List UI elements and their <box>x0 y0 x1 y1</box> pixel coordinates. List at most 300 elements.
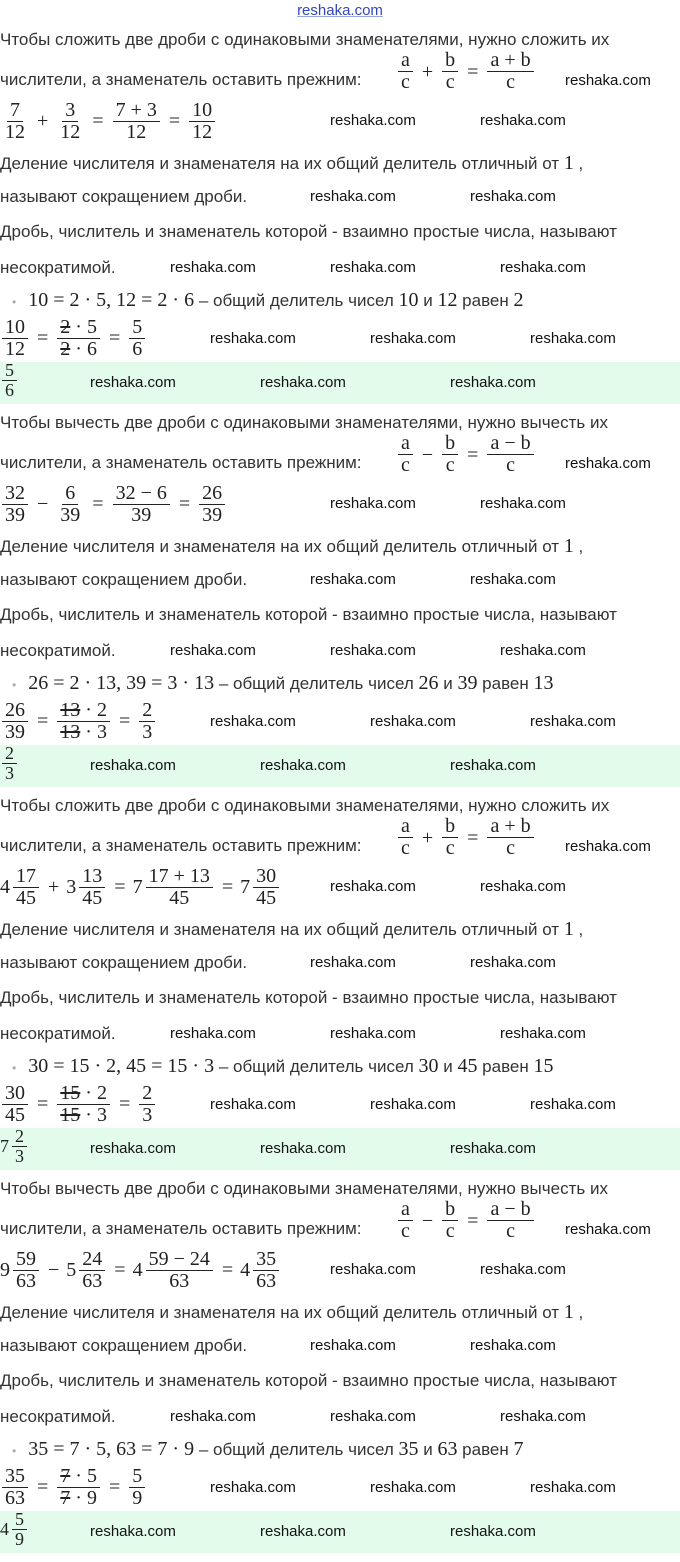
operator: + <box>421 826 434 849</box>
fraction <box>487 1199 533 1242</box>
common-divisor-bullet <box>0 1056 553 1078</box>
fraction <box>13 866 39 909</box>
watermark-text: reshaka.com <box>330 878 416 895</box>
watermark-text: reshaka.com <box>310 188 396 205</box>
watermark-text: reshaka.com <box>500 642 586 659</box>
reduction-definition-line2: называют сокращением дроби. <box>0 953 248 972</box>
denominator: c <box>401 1220 410 1242</box>
watermark-text: reshaka.com <box>330 1261 416 1278</box>
bullet-content <box>28 674 553 693</box>
denominator: 12 <box>60 121 81 143</box>
definition-text: Деление числителя и знаменателя на их общий делитель отличный от <box>0 1303 564 1322</box>
irreducible-definition-line1: Дробь, числитель и знаменатель которой - взаимно простые числа, называют <box>0 222 617 241</box>
math-expression: 10 <box>398 289 419 311</box>
numerator: 2 <box>139 1083 155 1105</box>
math-expression: 12 <box>437 289 458 311</box>
fraction <box>398 816 413 859</box>
operator: = <box>467 60 479 83</box>
bullet-icon: • <box>12 1061 17 1075</box>
watermark-text: reshaka.com <box>370 713 456 730</box>
fraction <box>442 816 458 859</box>
operator: − <box>421 443 434 466</box>
watermark-text: reshaka.com <box>470 1337 556 1354</box>
watermark-text: reshaka.com <box>480 1261 566 1278</box>
denominator: c <box>506 837 515 859</box>
numerator: 7 + 3 <box>113 100 160 122</box>
watermark-text: reshaka.com <box>90 374 176 391</box>
watermark-text: reshaka.com <box>370 1479 456 1496</box>
fraction <box>487 50 533 93</box>
denominator: 45 <box>82 887 103 909</box>
reduction-definition-line1 <box>0 153 583 174</box>
fraction <box>189 100 215 143</box>
rule-text-line1: Чтобы вычесть две дроби с одинаковыми знаменателями, нужно вычесть их <box>0 1179 608 1198</box>
fraction <box>79 1249 105 1292</box>
fraction <box>57 100 83 143</box>
rule-text-line2 <box>0 815 531 859</box>
site-title-link[interactable]: reshaka.com <box>297 2 383 19</box>
fraction <box>398 433 413 476</box>
numerator: 26 <box>2 700 28 722</box>
solution-step <box>0 413 680 796</box>
numerator: 5 <box>2 361 17 381</box>
denominator: 12 <box>126 121 147 143</box>
solution-step <box>0 796 680 1179</box>
cancelled-factor: 15 <box>60 1082 81 1104</box>
numerator: 24 <box>79 1249 105 1271</box>
watermark-text: reshaka.com <box>470 954 556 971</box>
fraction <box>139 700 155 743</box>
numerator: 30 <box>2 1083 28 1105</box>
watermark-text: reshaka.com <box>370 1096 456 1113</box>
math-expression: 10 = 2 · 5, 12 = 2 · 6 <box>28 289 195 311</box>
denominator: 45 <box>16 887 36 909</box>
general-formula <box>396 816 536 859</box>
fraction <box>113 100 160 143</box>
watermark-text: reshaka.com <box>330 1025 416 1042</box>
math-expression: 15 <box>533 1055 554 1077</box>
denominator: 45 <box>5 1104 25 1126</box>
watermark-text: reshaka.com <box>565 838 651 855</box>
irreducible-definition-line1: Дробь, числитель и знаменатель которой - взаимно простые числа, называют <box>0 1371 617 1390</box>
numerator: 5 <box>12 1510 27 1530</box>
fraction <box>487 816 533 859</box>
watermark-text: reshaka.com <box>480 878 566 895</box>
bullet-text: равен <box>477 1057 534 1076</box>
cancelled-factor: 7 <box>60 1465 71 1487</box>
rule-text-line2 <box>0 432 531 476</box>
fraction <box>487 433 533 476</box>
denominator: 39 <box>202 504 223 526</box>
fraction <box>129 1466 145 1509</box>
watermark-text: reshaka.com <box>260 1523 346 1540</box>
definition-text: Деление числителя и знаменателя на их общий делитель отличный от <box>0 537 564 556</box>
watermark-text: reshaka.com <box>330 259 416 276</box>
watermark-text: reshaka.com <box>565 455 651 472</box>
denominator: 3 <box>5 763 14 783</box>
math-expression: 39 <box>457 672 478 694</box>
fraction <box>113 483 170 526</box>
irreducible-definition-line2: несократимой. <box>0 641 116 660</box>
operator: = <box>114 876 126 898</box>
bullet-text: – общий делитель чисел <box>214 1057 419 1076</box>
whole-part: 3 <box>66 876 77 898</box>
denominator: c <box>445 837 455 859</box>
reduction-formula <box>0 700 157 743</box>
denominator: 3 <box>15 1146 24 1166</box>
numerator: 30 <box>253 866 279 888</box>
operator: = <box>92 110 104 132</box>
irreducible-definition-line2: несократимой. <box>0 258 116 277</box>
numerator: a <box>398 816 413 838</box>
watermark-text: reshaka.com <box>90 1140 176 1157</box>
irreducible-definition-line1: Дробь, числитель и знаменатель которой - взаимно простые числа, называют <box>0 605 617 624</box>
math-expression: 35 <box>398 1438 419 1460</box>
watermark-text: reshaka.com <box>170 642 256 659</box>
numerator: a <box>398 433 413 455</box>
fraction <box>398 1199 413 1242</box>
math-expression: 26 <box>418 672 439 694</box>
watermark-text: reshaka.com <box>210 1479 296 1496</box>
bullet-icon: • <box>12 1444 17 1458</box>
numerator: a + b <box>487 816 533 838</box>
denominator: c <box>445 1220 455 1242</box>
numerator: 7 <box>7 100 23 122</box>
denominator: c <box>401 837 410 859</box>
denominator: 63 <box>16 1270 36 1292</box>
operator: + <box>37 110 49 132</box>
math-expression: 45 <box>457 1055 478 1077</box>
fraction <box>2 100 28 143</box>
fraction <box>2 744 17 783</box>
denominator: c <box>401 71 410 93</box>
math-expression: 63 <box>437 1438 458 1460</box>
answer-value <box>0 361 19 400</box>
numerator: 26 <box>199 483 225 505</box>
common-divisor-bullet <box>0 1439 523 1461</box>
cancelled-factor: 2 <box>60 316 71 338</box>
numerator: 35 <box>253 1249 279 1271</box>
denominator: c <box>445 454 455 476</box>
reduction-definition-line2: называют сокращением дроби. <box>0 1336 248 1355</box>
denominator: 63 <box>82 1270 103 1292</box>
rule-text: числители, а знаменатель оставить прежним: <box>0 836 362 855</box>
numerator: a + b <box>487 50 533 72</box>
operator: = <box>37 710 49 732</box>
denominator: 3 <box>142 1104 153 1126</box>
definition-text: Деление числителя и знаменателя на их общий делитель отличный от <box>0 920 564 939</box>
numerator: b <box>442 1199 458 1221</box>
cancelled-factor: 13 <box>60 699 81 721</box>
example-formula <box>0 866 281 909</box>
denominator: 63 <box>169 1270 190 1292</box>
denominator: 6 <box>132 338 143 360</box>
denominator: c <box>506 1220 515 1242</box>
fraction <box>2 700 28 743</box>
numerator: 17 <box>13 866 39 888</box>
fraction <box>2 361 17 400</box>
denominator: 63 <box>5 1487 25 1509</box>
denominator: c <box>401 454 410 476</box>
operator: = <box>118 1093 131 1115</box>
numerator: b <box>442 816 458 838</box>
numerator: 6 <box>62 483 78 505</box>
math-expression: 35 = 7 · 5, 63 = 7 · 9 <box>28 1438 195 1460</box>
watermark-text: reshaka.com <box>500 1408 586 1425</box>
whole-part: 7 <box>132 876 143 898</box>
numerator: 59 <box>13 1249 39 1271</box>
rule-text: числители, а знаменатель оставить прежним: <box>0 453 362 472</box>
numerator: b <box>442 50 458 72</box>
denominator: 63 <box>256 1270 277 1292</box>
reduction-formula <box>0 1083 157 1126</box>
denominator: 2 · 6 <box>60 338 97 360</box>
fraction <box>57 700 110 743</box>
reduction-formula <box>0 1466 147 1509</box>
answer-value <box>0 744 19 783</box>
reduction-formula <box>0 317 147 360</box>
numerator: 10 <box>2 317 28 339</box>
general-formula <box>396 1199 536 1242</box>
denominator: c <box>506 454 515 476</box>
denominator: 12 <box>5 338 25 360</box>
operator: = <box>178 493 191 515</box>
numerator: 13 <box>79 866 105 888</box>
math-expression: 30 <box>418 1055 439 1077</box>
rule-text-line1: Чтобы вычесть две дроби с одинаковыми знаменателями, нужно вычесть их <box>0 413 608 432</box>
watermark-text: reshaka.com <box>330 1408 416 1425</box>
whole-part: 4 <box>0 876 10 898</box>
operator: = <box>221 876 234 898</box>
fraction <box>57 1466 100 1509</box>
bullet-content <box>28 1057 553 1076</box>
fraction <box>199 483 225 526</box>
watermark-text: reshaka.com <box>565 1221 651 1238</box>
watermark-text: reshaka.com <box>310 571 396 588</box>
fraction <box>57 1083 110 1126</box>
common-divisor-bullet <box>0 673 553 695</box>
bullet-icon: • <box>12 295 17 309</box>
watermark-text: reshaka.com <box>170 1408 256 1425</box>
watermark-text: reshaka.com <box>260 757 346 774</box>
math-expression: 2 <box>513 289 524 311</box>
common-divisor-bullet <box>0 290 523 312</box>
whole-part: 5 <box>66 1259 77 1281</box>
whole-part: 4 <box>132 1259 143 1281</box>
fraction <box>12 1510 27 1549</box>
whole-part: 4 <box>240 1259 251 1281</box>
math-expression: 30 = 15 · 2, 45 = 15 · 3 <box>28 1055 215 1077</box>
watermark-text: reshaka.com <box>530 1096 616 1113</box>
example-formula <box>0 483 227 526</box>
denominator: 39 <box>5 721 25 743</box>
numerator: a <box>398 1199 413 1221</box>
watermark-text: reshaka.com <box>210 1096 296 1113</box>
watermark-text: reshaka.com <box>530 330 616 347</box>
definition-text: Деление числителя и знаменателя на их общий делитель отличный от <box>0 154 564 173</box>
cancelled-factor: 13 <box>60 721 81 743</box>
cancelled-factor: 15 <box>60 1104 81 1126</box>
numerator: 2 <box>2 744 17 764</box>
rule-text: числители, а знаменатель оставить прежним: <box>0 70 362 89</box>
operator: = <box>108 1476 121 1498</box>
watermark-text: reshaka.com <box>330 642 416 659</box>
fraction <box>12 1127 27 1166</box>
numerator: 15 · 2 <box>57 1083 110 1105</box>
fraction <box>398 50 413 93</box>
numerator: 59 − 24 <box>146 1249 213 1271</box>
answer-value <box>0 1127 29 1166</box>
cancelled-factor: 7 <box>60 1487 71 1509</box>
rule-text-line2 <box>0 1198 531 1242</box>
bullet-text: – общий делитель чисел <box>194 291 399 310</box>
fraction <box>442 1199 458 1242</box>
general-formula <box>396 50 536 93</box>
denominator: 7 · 9 <box>60 1487 97 1509</box>
rule-text-line1: Чтобы сложить две дроби с одинаковыми знаменателями, нужно сложить их <box>0 30 610 49</box>
watermark-text: reshaka.com <box>170 1025 256 1042</box>
watermark-text: reshaka.com <box>500 259 586 276</box>
operator: = <box>37 1476 49 1498</box>
reduction-definition-line1 <box>0 536 583 557</box>
numerator: 2 <box>12 1127 27 1147</box>
bullet-text: равен <box>457 291 514 310</box>
numerator: 13 · 2 <box>57 700 110 722</box>
denominator: 9 <box>132 1487 143 1509</box>
fraction <box>2 483 28 526</box>
denominator: 12 <box>192 121 213 143</box>
bullet-text: и <box>438 1057 458 1076</box>
watermark-text: reshaka.com <box>210 713 296 730</box>
operator: = <box>467 443 479 466</box>
watermark-text: reshaka.com <box>450 374 536 391</box>
solution-step <box>0 1179 680 1562</box>
reduction-definition-line2: называют сокращением дроби. <box>0 570 248 589</box>
denominator: 6 <box>5 380 14 400</box>
fraction <box>146 866 213 909</box>
irreducible-definition-line1: Дробь, числитель и знаменатель которой - взаимно простые числа, называют <box>0 988 617 1007</box>
denominator: c <box>445 71 455 93</box>
whole-part: 9 <box>0 1259 10 1281</box>
reduction-definition-line2: называют сокращением дроби. <box>0 187 248 206</box>
fraction <box>2 317 28 360</box>
math-number: 1 <box>563 918 574 940</box>
watermark-text: reshaka.com <box>500 1025 586 1042</box>
denominator: c <box>506 71 515 93</box>
whole-part: 4 <box>0 1519 9 1539</box>
operator: = <box>118 710 131 732</box>
bullet-text: равен <box>477 674 534 693</box>
numerator: 5 <box>129 317 145 339</box>
watermark-text: reshaka.com <box>90 757 176 774</box>
bullet-text: и <box>418 1440 438 1459</box>
operator: = <box>108 327 121 349</box>
operator: − <box>48 1259 60 1281</box>
watermark-text: reshaka.com <box>310 1337 396 1354</box>
fraction <box>57 317 100 360</box>
watermark-text: reshaka.com <box>310 954 396 971</box>
bullet-text: равен <box>457 1440 514 1459</box>
watermark-text: reshaka.com <box>470 188 556 205</box>
watermark-text: reshaka.com <box>530 713 616 730</box>
punctuation: , <box>573 154 584 173</box>
operator: = <box>467 826 479 849</box>
operator: − <box>37 493 49 515</box>
bullet-icon: • <box>12 678 17 692</box>
operator: = <box>467 1209 479 1232</box>
operator: = <box>168 110 181 132</box>
whole-part: 7 <box>240 876 251 898</box>
math-number: 1 <box>563 535 574 557</box>
operator: + <box>48 876 60 898</box>
operator: = <box>92 493 104 515</box>
operator: − <box>421 1209 434 1232</box>
bullet-text: – общий делитель чисел <box>214 674 419 693</box>
watermark-text: reshaka.com <box>530 1479 616 1496</box>
numerator: 7 · 5 <box>57 1466 100 1488</box>
numerator: 32 − 6 <box>113 483 170 505</box>
bullet-content <box>28 1440 523 1459</box>
denominator: 13 · 3 <box>60 721 107 743</box>
answer-value <box>0 1510 29 1549</box>
watermark-text: reshaka.com <box>210 330 296 347</box>
watermark-text: reshaka.com <box>170 259 256 276</box>
cancelled-factor: 2 <box>60 338 71 360</box>
fraction <box>79 866 105 909</box>
denominator: 39 <box>5 504 25 526</box>
general-formula <box>396 433 536 476</box>
bullet-text: – общий делитель чисел <box>194 1440 399 1459</box>
fraction <box>139 1083 155 1126</box>
solution-step <box>0 30 680 413</box>
bullet-text: и <box>418 291 438 310</box>
irreducible-definition-line2: несократимой. <box>0 1024 116 1043</box>
denominator: 45 <box>169 887 190 909</box>
numerator: 10 <box>189 100 215 122</box>
numerator: 17 + 13 <box>146 866 213 888</box>
watermark-text: reshaka.com <box>480 495 566 512</box>
punctuation: , <box>573 537 584 556</box>
denominator: 39 <box>60 504 81 526</box>
math-expression: 7 <box>513 1438 524 1460</box>
denominator: 3 <box>142 721 153 743</box>
watermark-text: reshaka.com <box>260 374 346 391</box>
numerator: 32 <box>2 483 28 505</box>
math-number: 1 <box>563 1301 574 1323</box>
numerator: 3 <box>62 100 78 122</box>
bullet-content <box>28 291 523 310</box>
fraction <box>253 866 279 909</box>
operator: = <box>221 1259 234 1281</box>
irreducible-definition-line2: несократимой. <box>0 1407 116 1426</box>
rule-text-line2 <box>0 49 531 93</box>
numerator: a <box>398 50 413 72</box>
operator: = <box>37 327 49 349</box>
operator: = <box>114 1259 126 1281</box>
fraction <box>442 50 458 93</box>
math-expression: 26 = 2 · 13, 39 = 3 · 13 <box>28 672 215 694</box>
reduction-definition-line1 <box>0 919 583 940</box>
watermark-text: reshaka.com <box>565 72 651 89</box>
denominator: 45 <box>256 887 277 909</box>
numerator: a − b <box>487 433 533 455</box>
watermark-text: reshaka.com <box>330 112 416 129</box>
watermark-text: reshaka.com <box>470 571 556 588</box>
denominator: 9 <box>15 1529 24 1549</box>
bullet-text: и <box>438 674 458 693</box>
numerator: 2 <box>139 700 155 722</box>
numerator: b <box>442 433 458 455</box>
